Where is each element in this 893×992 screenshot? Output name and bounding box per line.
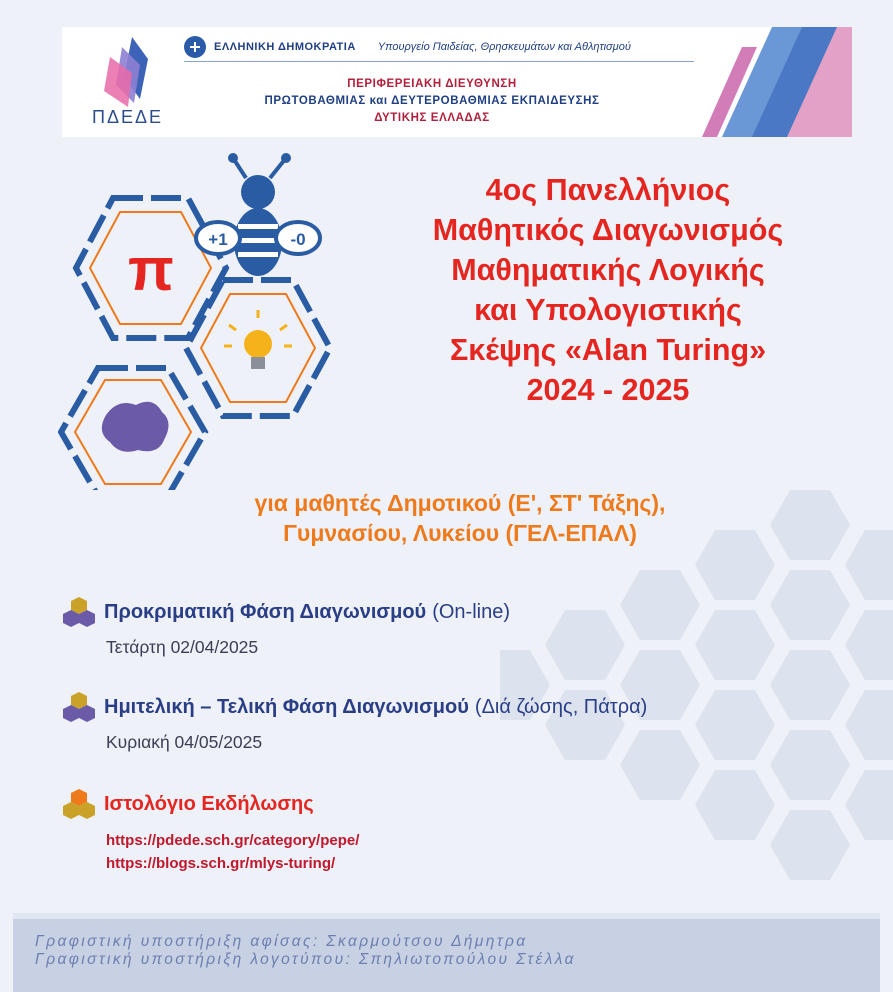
blog-label: Ιστολόγιο Εκδήλωσης bbox=[104, 792, 314, 815]
government-row bbox=[184, 36, 631, 58]
footer-bar bbox=[13, 913, 880, 919]
directorate bbox=[202, 76, 662, 127]
decorative-stripes bbox=[682, 27, 852, 137]
minus-zero-label: -0 bbox=[290, 230, 306, 249]
government-name: ΕΛΛΗΝΙΚΗ ΔΗΜΟΚΡΑΤΙΑ bbox=[214, 41, 356, 53]
title-line: Μαθηματικής Λογικής bbox=[451, 253, 765, 287]
plus-one-label: +1 bbox=[208, 230, 228, 249]
blog-link[interactable]: https://pdede.sch.gr/category/pepe/ bbox=[106, 832, 360, 849]
phase-item bbox=[62, 690, 647, 753]
phase-date: Τετάρτη 02/04/2025 bbox=[106, 637, 259, 657]
bee-icon bbox=[196, 153, 320, 276]
directorate-line: ΠΕΡΙΦΕΡΕΙΑΚΗ ΔΙΕΥΘΥΝΣΗ bbox=[347, 78, 517, 90]
pi-symbol: π bbox=[128, 236, 174, 303]
ministry-name: Υπουργείο Παιδείας, Θρησκευμάτων και Αθλητισμού bbox=[377, 41, 631, 53]
greek-emblem-icon bbox=[184, 36, 206, 58]
title-line: Μαθητικός Διαγωνισμός bbox=[432, 213, 784, 247]
title-line: και Υπολογιστικής bbox=[474, 293, 742, 327]
blog-link[interactable]: https://blogs.sch.gr/mlys-turing/ bbox=[106, 855, 336, 872]
header-banner bbox=[62, 27, 852, 137]
phase-item bbox=[62, 595, 510, 658]
directorate-line: ΔΥΤΙΚΗΣ ΕΛΛΑΔΑΣ bbox=[374, 112, 490, 124]
subtitle-line: Γυμνασίου, Λυκείου (ΓΕΛ-ΕΠΑΛ) bbox=[283, 520, 637, 546]
brain-hex-icon bbox=[61, 368, 205, 490]
hex-cluster-bullet-icon bbox=[62, 787, 96, 821]
phase-name: Προκριματική Φάση Διαγωνισμού bbox=[104, 600, 427, 623]
title-line: Σκέψης «Alan Turing» bbox=[449, 333, 767, 367]
blog-links bbox=[106, 829, 359, 875]
title-line: 4ος Πανελλήνιος bbox=[485, 173, 731, 207]
credits bbox=[35, 933, 576, 969]
header-divider bbox=[184, 61, 694, 62]
phase-name: Ημιτελική – Τελική Φάση Διαγωνισμού bbox=[104, 695, 469, 718]
credit-line: Γραφιστική υποστήριξη λογοτύπου: Σπηλιωτοπούλου Στέλλα bbox=[35, 951, 576, 968]
phase-date: Κυριακή 04/05/2025 bbox=[106, 732, 263, 752]
title-line: 2024 - 2025 bbox=[526, 373, 690, 407]
phase-mode: (On-line) bbox=[432, 600, 510, 623]
honeycomb-illustration bbox=[58, 150, 358, 490]
hex-cluster-bullet-icon bbox=[62, 690, 96, 724]
blog-item bbox=[62, 787, 359, 875]
hex-cluster-bullet-icon bbox=[62, 595, 96, 629]
logo-text: ΠΔΕΔΕ bbox=[92, 107, 164, 127]
subtitle-line: για μαθητές Δημοτικού (Ε', ΣΤ' Τάξης), bbox=[254, 490, 666, 516]
credit-line: Γραφιστική υποστήριξη αφίσας: Σκαρμούτσου Δήμητρα bbox=[35, 933, 528, 950]
competition-title bbox=[358, 170, 858, 410]
audience-subtitle bbox=[160, 488, 760, 548]
phase-mode: (Διά ζώσης, Πάτρα) bbox=[474, 695, 648, 718]
directorate-line: ΠΡΩΤΟΒΑΘΜΙΑΣ και ΔΕΥΤΕΡΟΒΑΘΜΙΑΣ ΕΚΠΑΙΔΕΥΣΗΣ bbox=[264, 95, 600, 107]
credits-footer bbox=[13, 913, 880, 992]
